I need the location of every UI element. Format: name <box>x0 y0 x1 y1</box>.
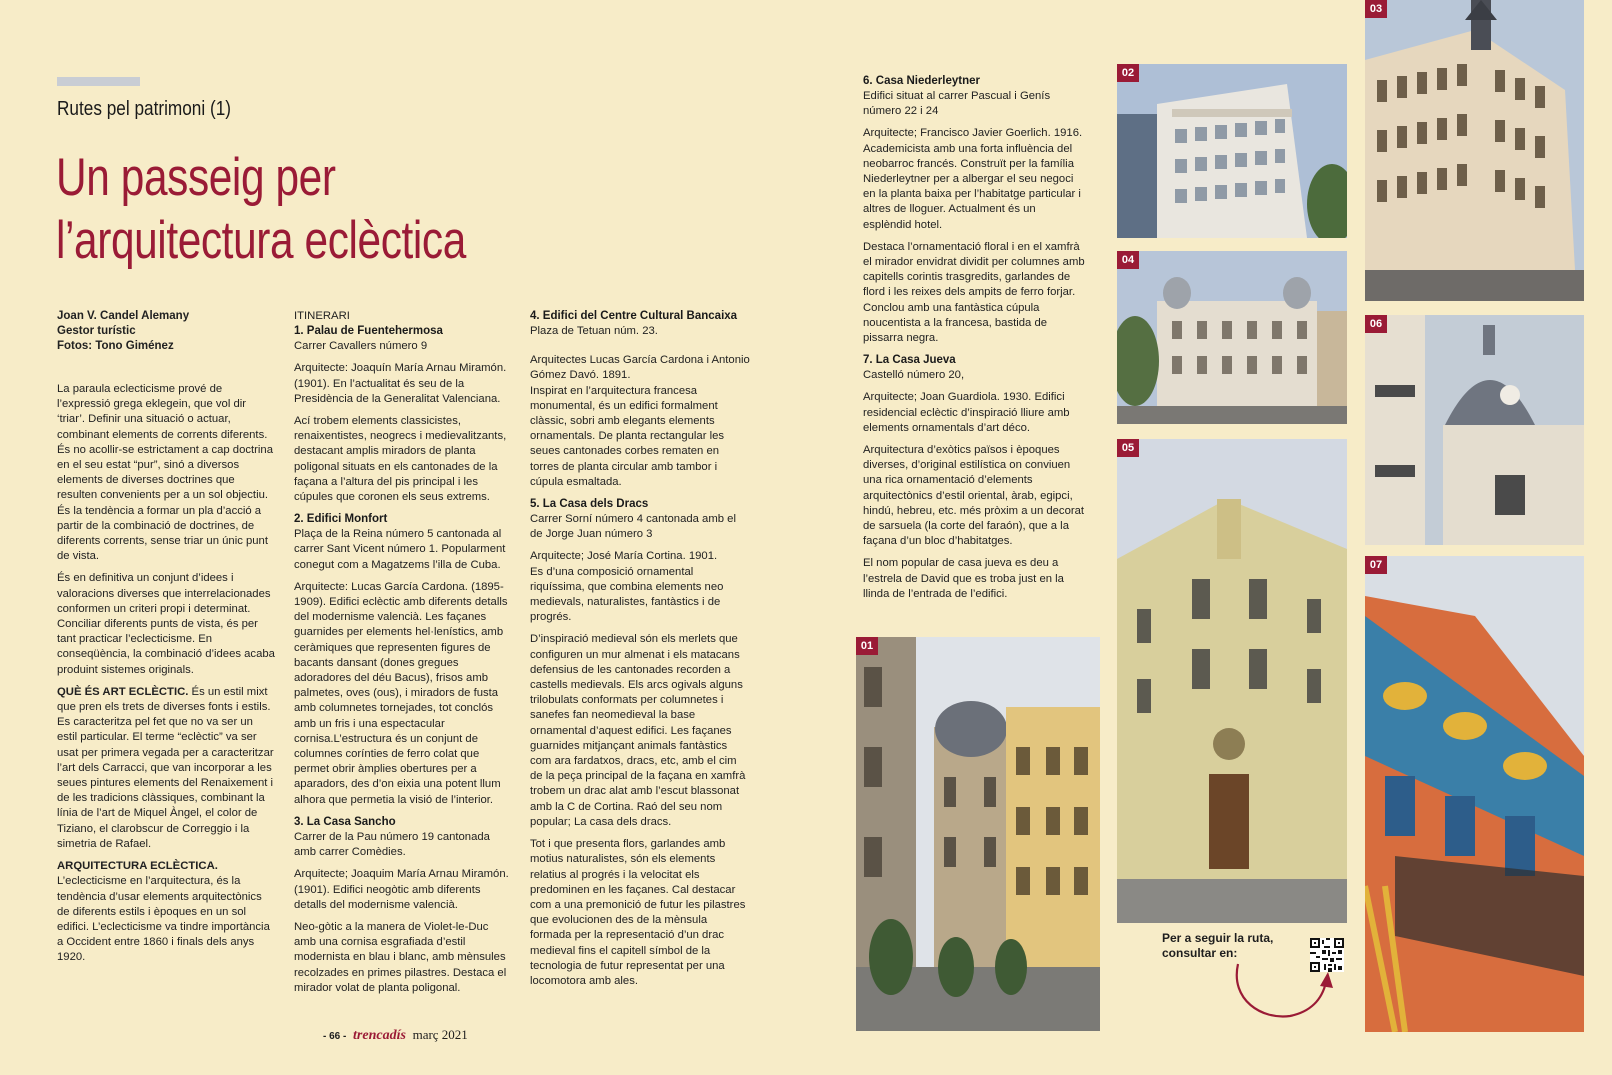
stop-6-address: Edifici situat al carrer Pascual i Genís número 22 i 24 <box>863 90 1051 118</box>
column-3 <box>530 309 750 996</box>
photo-casa-sancho <box>856 637 1100 1031</box>
paragraph: Es d’una composició ornamental riquíssima, que combina elements neo medievals, naturalistes, fantàstics i de progrés. <box>530 565 724 624</box>
paragraph-body: L’eclecticisme en l’arquitectura, és la tendència d’usar elements arquitectònics de diferents estils i èpoques en un sol edifici. L’eclecticisme va tindre importància a Occident entre 1860 i finals dels anys 1920. <box>57 875 270 964</box>
paragraph: La paraula eclecticisme prové de l’expressió grega eklegein, que vol dir ‘triar’. Definir una situació o actuar, combinant elements de corrents diferents. És no acollir-se estrictament a cap doctrina en el seu estat “pur”, sinó a diversos elements de diverses doctrines que resulten convenients per a un sol objectiu. És la tendència a formar un pla d’acció a partir de la combinació de doctrines, de diferents corrents, sense triar un únic punt de vista. <box>57 383 273 563</box>
paragraph: Arquitecte: Lucas García Cardona. (1895-1909). Edifici eclèctic amb diferents detalls del modernisme valencià. Les façanes guarnides per elements hel·lenístics, amb ceràmiques que representen figures de bacants dansant (dones gregues adoradores del déu Bacus), frisos amb palmetes, oves (ous), i miradors de fusta amb columnetes tornejades, tot conclós amb un fris i una espectacular cornisa.L’estructura és un conjunt de columnes corínties de ferro colat que permet obrir àmplies obertures per a aparadors, des d’on eixia una potent llum alhora que permetia la visió de l’interior. <box>294 580 508 806</box>
byline <box>57 309 275 354</box>
title-line-2: l’arquitectura eclèctica <box>56 211 466 270</box>
paragraph: Neo-gòtic a la manera de Violet-le-Duc amb una cornisa esgrafiada d’estil modernista en blau i blanc, amb mènsules recolzades en primes pilastres. Destaca el mirador volat de planta poligonal. <box>294 920 507 994</box>
issue-date: març 2021 <box>412 1027 468 1042</box>
photo-number: 05 <box>1117 439 1139 457</box>
photo-casa-niederleytner-dome <box>1365 315 1584 545</box>
stop-4-heading: 4. Edifici del Centre Cultural Bancaixa <box>530 310 738 322</box>
paragraph: Ací trobem elements classicistes, renaixentistes, neogrecs i medievalitzants, destacant amplis miradors de planta poligonal situats en els cantonades de la façana a l’altura del pis principal i les cúpules que coronen els seus extrems. <box>294 415 507 504</box>
stop-4-address: Plaza de Tetuan núm. 23. <box>530 325 658 337</box>
page-number: - 66 - <box>323 1031 347 1042</box>
paragraph-lead: ARQUITECTURA ECLÈCTICA. <box>57 860 218 873</box>
paragraph: És en definitiva un conjunt d’idees i valoracions diverses que interrelacionades conformen un criteri propi i determinat. Conciliar diferents punts de vista, és per tant practicar l’eclecticisme. En conseqüència, la combinació d’idees acaba produint sistemes originals. <box>57 572 275 676</box>
title-line-1: Un passeig per <box>56 148 336 207</box>
paragraph: Arquitecte; Joan Guardiola. 1930. Edifici residencial eclèctic d’inspiració lliure amb elements ornamentals d’art déco. <box>863 391 1070 434</box>
page-footer <box>323 1027 468 1044</box>
stop-2-heading: 2. Edifici Monfort <box>294 513 388 526</box>
stop-2-address: Plaça de la Reina número 5 cantonada al carrer Sant Vicent número 1. Popularment conegut com a Magatzems l’illa de Cuba. <box>294 528 506 571</box>
article-title <box>56 146 466 272</box>
section-kicker: Rutes pel patrimoni (1) <box>57 98 231 120</box>
photo-number: 04 <box>1117 251 1139 269</box>
magazine-name: trencadís <box>353 1028 406 1043</box>
author-role: Gestor turístic <box>57 325 136 337</box>
photo-edifici-monfort <box>1117 64 1347 238</box>
paragraph <box>57 859 275 965</box>
column-1 <box>57 309 275 973</box>
paragraph: D’inspiració medieval són els merlets que configuren un mur almenat i els matacans defensius de les cantonades recorden a castells medievals. Els arcs ogivals alguns trilobulats conformats per columnetes i sanefes fan neomedieval la base ornamental d’aquest edifici. Les façanes guarnides mitjançant animals fantàstics com ara fardatxos, dracs, etc, amb el cim de la peça principal de la façana en xamfrà trobem un drac alat amb l’escut blassonat amb la C de Cortina. Raó del seu nom popular; La casa dels dracs. <box>530 633 746 828</box>
stop-3-heading: 3. La Casa Sancho <box>294 815 396 828</box>
paragraph: Tot i que presenta flors, garlandes amb motius naturalistes, són els elements relatius al progrés i la velocitat els predominen en les façanes. Cal destacar com a una premonició de futur les pilastres que evolucionen des de la mènsula formada per la representació d’un drac medieval fins el capitell símbol de la tecnologia de futur representat per una locomotora amb ales. <box>530 838 746 987</box>
stop-5-address: Carrer Sorní número 4 cantonada amb el de Jorge Juan número 3 <box>530 513 736 541</box>
photo-number: 07 <box>1365 556 1387 574</box>
paragraph: Arquitectura d’exòtics països i èpoques diverses, d’original estilística on conviuen una rica ornamentació d’elements arquitectònics d’estil oriental, àrab, egipci, hindú, hebreu, etc. més pròxim a un decorat de sarsuela (la corte del faraón), que a la façana d’un bloc d’habitatges. <box>863 444 1085 548</box>
stop-1-heading: 1. Palau de Fuentehermosa <box>294 325 443 338</box>
column-4 <box>863 74 1085 609</box>
paragraph: El nom popular de casa jueva es deu a l’estrela de David que es troba just en la llinda de l’entrada de l’edifici. <box>863 557 1064 600</box>
photo-number: 01 <box>856 637 878 655</box>
route-caption: Per a seguir la ruta, consultar en: <box>1162 931 1274 960</box>
photo-casa-dels-dracs <box>1117 439 1347 923</box>
column-2 <box>294 309 512 1003</box>
stop-5-heading: 5. La Casa dels Dracs <box>530 498 649 511</box>
paragraph: Destaca l’ornamentació floral i en el xamfrà el mirador envidrat dividit per columnes amb capitells corintis trasgredits, garlandes de flord i les reixes dels ampits de ferro forjar. Conclou amb una fantàstica cúpula noucentista a la francesa, bastida de pissarra negra. <box>863 240 1085 345</box>
photo-credit: Fotos: Tono Giménez <box>57 340 174 352</box>
accent-bar <box>57 77 140 86</box>
paragraph: Arquitecte; José María Cortina. 1901. <box>530 550 718 563</box>
photo-number: 02 <box>1117 64 1139 82</box>
stop-7-heading: 7. La Casa Jueva <box>863 354 956 367</box>
paragraph: Arquitecte: Joaquín María Arnau Miramón. (1901). En l’actualitat és seu de la Presidència de la Generalitat Valenciana. <box>294 362 507 405</box>
paragraph-body: És un estil mixt que pren els trets de diverses fonts i estils. Es caracteritza pel fet que no va ser un estil particular. El terme “eclèctic” va ser usat per primera vegada per a caracteritzar l’art dels Carracci, que van incorporar a les seues pintures elements del Renaixement i de les tradicions clàssiques, combinant la línia de l’art de Miquel Àngel, el color de Tiziano, el clarobscur de Correggio i la simetria de Rafael. <box>57 685 274 850</box>
photo-number: 03 <box>1365 0 1387 18</box>
paragraph <box>57 685 275 852</box>
photo-centre-cultural-bancaixa <box>1117 251 1347 424</box>
stop-3-address: Carrer de la Pau número 19 cantonada amb carrer Comèdies. <box>294 830 490 859</box>
paragraph: Arquitectes Lucas García Cardona i Antonio Gómez Davó. 1891. <box>530 354 750 382</box>
photo-casa-niederleytner <box>1365 0 1584 301</box>
photo-number: 06 <box>1365 315 1387 333</box>
paragraph: Inspirat en l’arquitectura francesa monumental, és un edifici formalment clàssic, sobri amb elegants elements ornamentals. De planta rectangular les seues cantonades corbes rematen en torres de planta circular amb tambor i cúpula esmaltada. <box>530 384 725 488</box>
paragraph-lead: QUÈ ÉS ART ECLÈCTIC. <box>57 685 189 698</box>
stop-7-address: Castelló número 20, <box>863 369 965 382</box>
author-name: Joan V. Candel Alemany <box>57 310 190 322</box>
photo-casa-jueva <box>1365 556 1584 1032</box>
paragraph: Arquitecte; Joaquim María Arnau Miramón. (1901). Edifici neogòtic amb diferents detalls del modernisme valencià. <box>294 868 509 911</box>
paragraph: Arquitecte; Francisco Javier Goerlich. 1916. Academicista amb una forta influència del neobarroc francés. Construït per la família Niederleytner per a albergar el seu negoci en la planta baixa per l’habitatge particular i altres de lloguer. Actualment és un esplèndid hotel. <box>863 127 1083 231</box>
stop-6-heading: 6. Casa Niederleytner <box>863 75 980 87</box>
itinerari-label: ITINERARI <box>294 310 350 322</box>
stop-1-address: Carrer Cavallers número 9 <box>294 340 428 353</box>
curved-arrow-icon <box>1232 960 1336 1020</box>
